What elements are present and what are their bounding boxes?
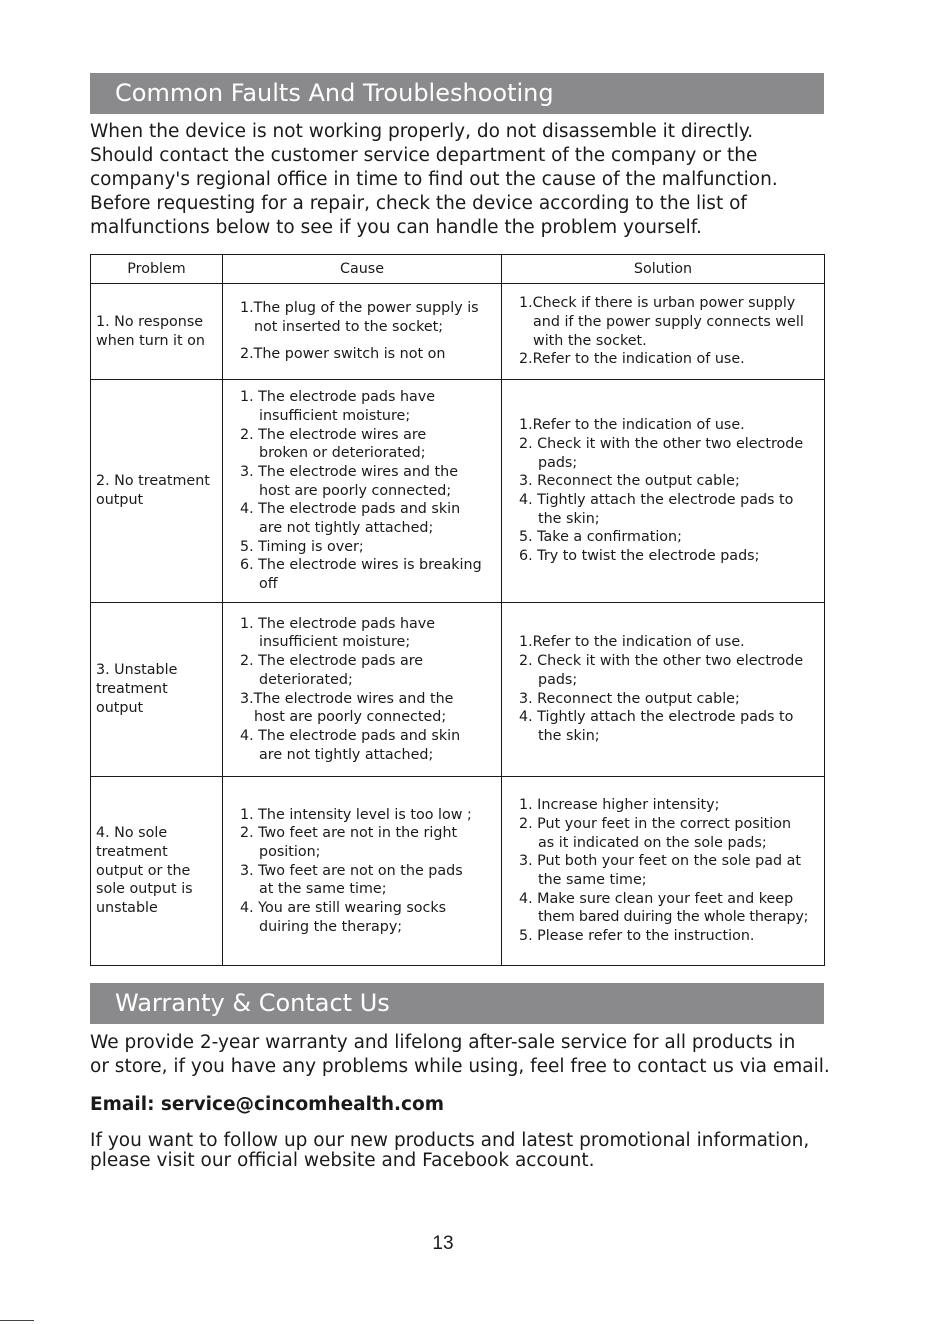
solution-line: as it indicated on the sole pads; <box>538 834 767 851</box>
cause-line: 3. Two feet are not on the pads <box>240 862 463 879</box>
solution-line: 5. Please refer to the instruction. <box>519 928 755 945</box>
problem-line: output or the <box>96 862 191 879</box>
cause-cell <box>223 284 502 380</box>
header-problem: Problem <box>91 255 223 284</box>
cause-line: position; <box>259 843 321 860</box>
cause-line: 5. Timing is over; <box>240 538 364 555</box>
problem-line: unstable <box>96 900 158 917</box>
contact-email: Email: service@cincomhealth.com <box>90 1094 444 1115</box>
solution-line: 2. Put your feet in the correct position <box>519 815 792 832</box>
cause-line: broken or deteriorated; <box>259 445 426 462</box>
cause-line: at the same time; <box>259 881 387 898</box>
table-row <box>91 777 825 966</box>
solution-line: 4. Tightly attach the electrode pads to <box>519 492 794 508</box>
cause-line: insufficient moisture; <box>259 634 411 651</box>
cause-line: 1. The electrode pads have <box>240 389 436 406</box>
cause-line: 6. The electrode wires is breaking <box>240 557 482 574</box>
solution-line: the skin; <box>538 510 600 527</box>
solution-line: 1. Increase higher intensity; <box>519 797 720 814</box>
cause-line: host are poorly connected; <box>254 709 447 726</box>
solution-line: 3. Reconnect the output cable; <box>519 473 740 490</box>
problem-line: 2. No treatment <box>96 473 210 490</box>
solution-line: the same time; <box>538 872 647 888</box>
cause-line: deteriorated; <box>259 671 353 688</box>
table-row <box>91 603 825 777</box>
cause-line: not inserted to the socket; <box>254 319 444 336</box>
solution-line: 3. Put both your feet on the sole pad at <box>519 853 801 870</box>
solution-line: 1.Refer to the indication of use. <box>519 417 745 434</box>
solution-line: pads; <box>538 454 578 471</box>
cause-line: 2. The electrode wires are <box>240 426 427 443</box>
table-row <box>91 380 825 603</box>
cause-line: are not tightly attached; <box>259 746 434 763</box>
solution-line: and if the power supply connects well <box>533 313 804 330</box>
problem-line: 3. Unstable <box>96 662 178 679</box>
cause-line: are not tightly attached; <box>259 520 434 537</box>
problem-cell <box>91 777 223 966</box>
cause-line: 4. The electrode pads and skin <box>240 727 461 744</box>
cause-cell <box>223 603 502 777</box>
cause-line: 1.The plug of the power supply is <box>240 300 479 317</box>
warranty-line: or store, if you have any problems while using, feel free to contact us via email. <box>90 1056 830 1077</box>
solution-line: 2. Check it with the other two electrode <box>519 653 804 670</box>
solution-line: pads; <box>538 671 578 688</box>
solution-cell <box>502 603 825 777</box>
cause-line: duiring the therapy; <box>259 918 403 935</box>
problem-cell <box>91 284 223 380</box>
solution-line: the skin; <box>538 727 600 744</box>
solution-cell <box>502 284 825 380</box>
follow-line: please visit our official website and Facebook account. <box>90 1150 595 1171</box>
solution-line: 1.Refer to the indication of use. <box>519 634 745 651</box>
cause-line: insufficient moisture; <box>259 407 411 424</box>
solution-line: with the socket. <box>533 332 647 349</box>
solution-cell <box>502 380 825 603</box>
problem-line: 4. No sole <box>96 825 168 842</box>
corner-mark <box>0 1320 34 1321</box>
follow-line: If you want to follow up our new products and latest promotional information, <box>90 1130 810 1151</box>
problem-line: treatment <box>96 681 168 698</box>
troubleshooting-table <box>90 254 825 966</box>
cause-line: 2. Two feet are not in the right <box>240 825 458 842</box>
follow-paragraph <box>90 1131 850 1171</box>
solution-line: 2. Check it with the other two electrode <box>519 435 804 452</box>
solution-line: 3. Reconnect the output cable; <box>519 690 740 707</box>
problem-cell <box>91 603 223 777</box>
solution-line: 1.Check if there is urban power supply <box>519 295 796 312</box>
solution-line: 2.Refer to the indication of use. <box>519 351 745 368</box>
cause-line: 4. The electrode pads and skin <box>240 501 461 518</box>
table-row <box>91 284 825 380</box>
problem-line: treatment <box>96 843 168 860</box>
warranty-paragraph <box>90 1031 850 1079</box>
problem-cell <box>91 380 223 603</box>
solution-line: 6. Try to twist the electrode pads; <box>519 548 760 565</box>
section-header-warranty: Warranty & Contact Us <box>90 983 824 1024</box>
section-header-troubleshooting: Common Faults And Troubleshooting <box>90 73 824 114</box>
header-solution: Solution <box>502 255 825 284</box>
solution-line: them bared duiring the whole therapy; <box>538 909 809 926</box>
intro-line: When the device is not working properly, do not disassemble it directly. <box>90 121 754 142</box>
cause-line: 4. You are still wearing socks <box>240 900 447 917</box>
table-header-row <box>91 255 825 284</box>
intro-line: company's regional office in time to find out the cause of the malfunction. <box>90 169 778 190</box>
cause-line: off <box>259 576 278 593</box>
solution-line: 5. Take a confirmation; <box>519 529 682 546</box>
solution-line: 4. Make sure clean your feet and keep <box>519 890 794 907</box>
intro-line: Should contact the customer service department of the company or the <box>90 145 758 166</box>
solution-cell <box>502 777 825 966</box>
cause-cell <box>223 777 502 966</box>
warranty-line: We provide 2-year warranty and lifelong after-sale service for all products in <box>90 1032 796 1053</box>
header-cause: Cause <box>223 255 502 284</box>
intro-line: Before requesting for a repair, check the device according to the list of <box>90 193 747 214</box>
cause-line: 1. The intensity level is too low ; <box>240 806 472 823</box>
solution-line: 4. Tightly attach the electrode pads to <box>519 709 794 726</box>
cause-line: host are poorly connected; <box>259 482 452 499</box>
problem-line: 1. No response <box>96 313 204 330</box>
problem-line: when turn it on <box>96 332 205 349</box>
intro-line: malfunctions below to see if you can handle the problem yourself. <box>90 217 702 238</box>
problem-line: output <box>96 492 144 508</box>
cause-line: 2.The power switch is not on <box>240 345 446 362</box>
cause-line: 3. The electrode wires and the <box>240 463 458 480</box>
cause-line: 3.The electrode wires and the <box>240 690 454 707</box>
problem-line: output <box>96 699 144 716</box>
cause-line: 1. The electrode pads have <box>240 615 436 632</box>
page-number: 13 <box>432 1233 454 1254</box>
problem-line: sole output is <box>96 881 193 898</box>
cause-line: 2. The electrode pads are <box>240 653 424 670</box>
cause-cell <box>223 380 502 603</box>
intro-paragraph <box>90 120 850 240</box>
